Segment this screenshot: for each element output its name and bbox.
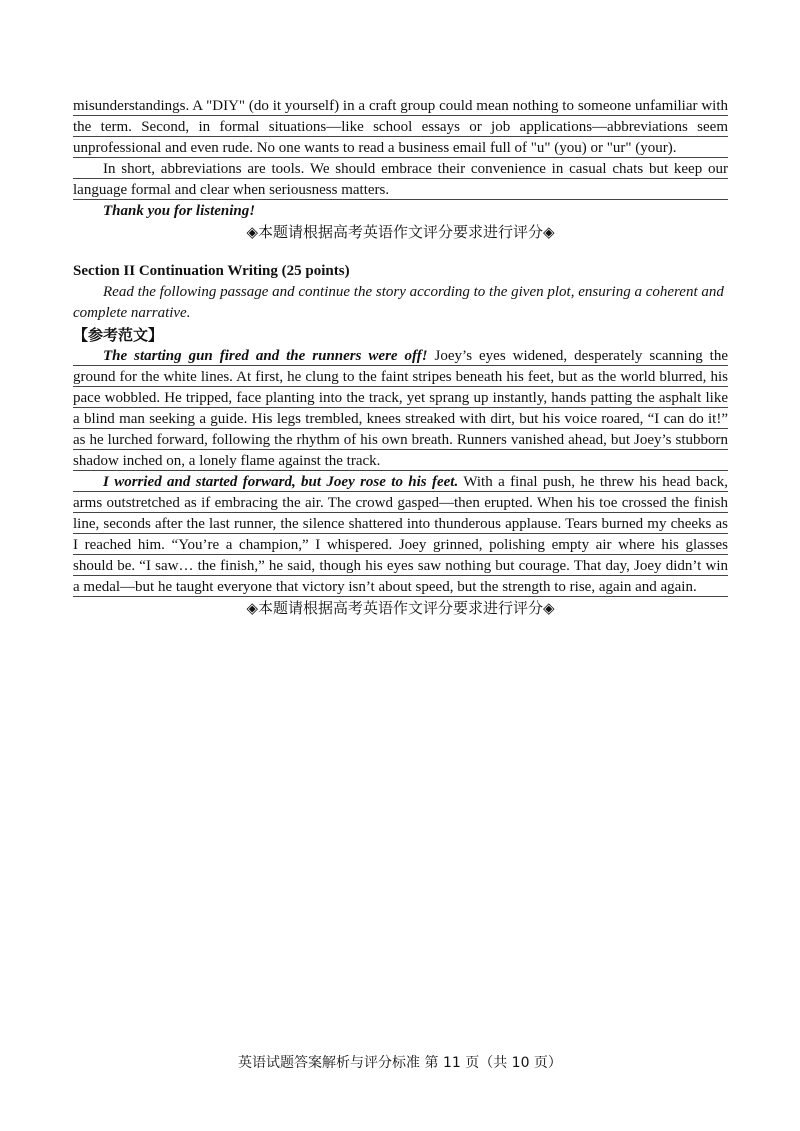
- page-content: [73, 96, 728, 619]
- reference-label: 【参考范文】: [73, 326, 164, 344]
- story-paragraph-2: [73, 472, 728, 598]
- essay1-grading-note: ◈本题请根据高考英语作文评分要求进行评分◈: [246, 223, 555, 241]
- section2-title: Section II Continuation Writing (25 points): [73, 263, 350, 279]
- page-footer: 英语试题答案解析与评分标准 第 11 页（共 10 页）: [238, 1055, 562, 1071]
- story-paragraph-1-lead: The starting gun fired and the runners were off!: [103, 348, 428, 364]
- story-paragraph-1: [73, 346, 728, 472]
- essay1-closing: Thank you for listening!: [103, 203, 256, 219]
- section2-instructions: Read the following passage and continue the story according to the given plot, ensuring a coherent and complete narrative.: [73, 284, 724, 321]
- essay1-paragraph-1: misunderstandings. A "DIY" (do it yourself) in a craft group could mean nothing to someone unfamiliar with the term. Second, in formal situations—like school essays or job applications—abbreviations seem unprofessional and even rude. No one wants to read a business email full of "u" (you) or "ur" (your).: [73, 96, 728, 159]
- story-paragraph-2-body: With a final push, he threw his head back, arms outstretched as if embracing the air. The crowd gasped—then erupted. When his toe crossed the finish line, seconds after the last runner, the silence shattered into thunderous applause. Tears burned my cheeks as I reached him. “You’re a champion,” I whispered. Joey grinned, polishing empty air where his glasses should be. “I saw… the finish,” he said, though his eyes saw nothing but courage. That day, Joey didn’t win a medal—but he taught everyone that victory isn’t about speed, but the strength to rise, again and again.: [73, 474, 728, 595]
- section2-grading-note: ◈本题请根据高考英语作文评分要求进行评分◈: [246, 599, 555, 617]
- essay1-paragraph-2: In short, abbreviations are tools. We should embrace their convenience in casual chats but keep our language formal and clear when seriousness matters.: [73, 159, 728, 201]
- story-paragraph-1-body: Joey’s eyes widened, desperately scanning the ground for the white lines. At first, he clung to the faint stripes beneath his feet, but as the world blurred, his pace wobbled. He tripped, face planting into the track, yet sprang up instantly, hands patting the asphalt like a blind man seeking a guide. His legs trembled, knees streaked with dirt, but his voice roared, “I can do it!” as he lurched forward, following the rhythm of his own breath. Runners vanished ahead, but Joey’s stubborn shadow inched on, a lonely flame against the track.: [73, 348, 728, 469]
- story-paragraph-2-lead: I worried and started forward, but Joey rose to his feet.: [103, 474, 459, 490]
